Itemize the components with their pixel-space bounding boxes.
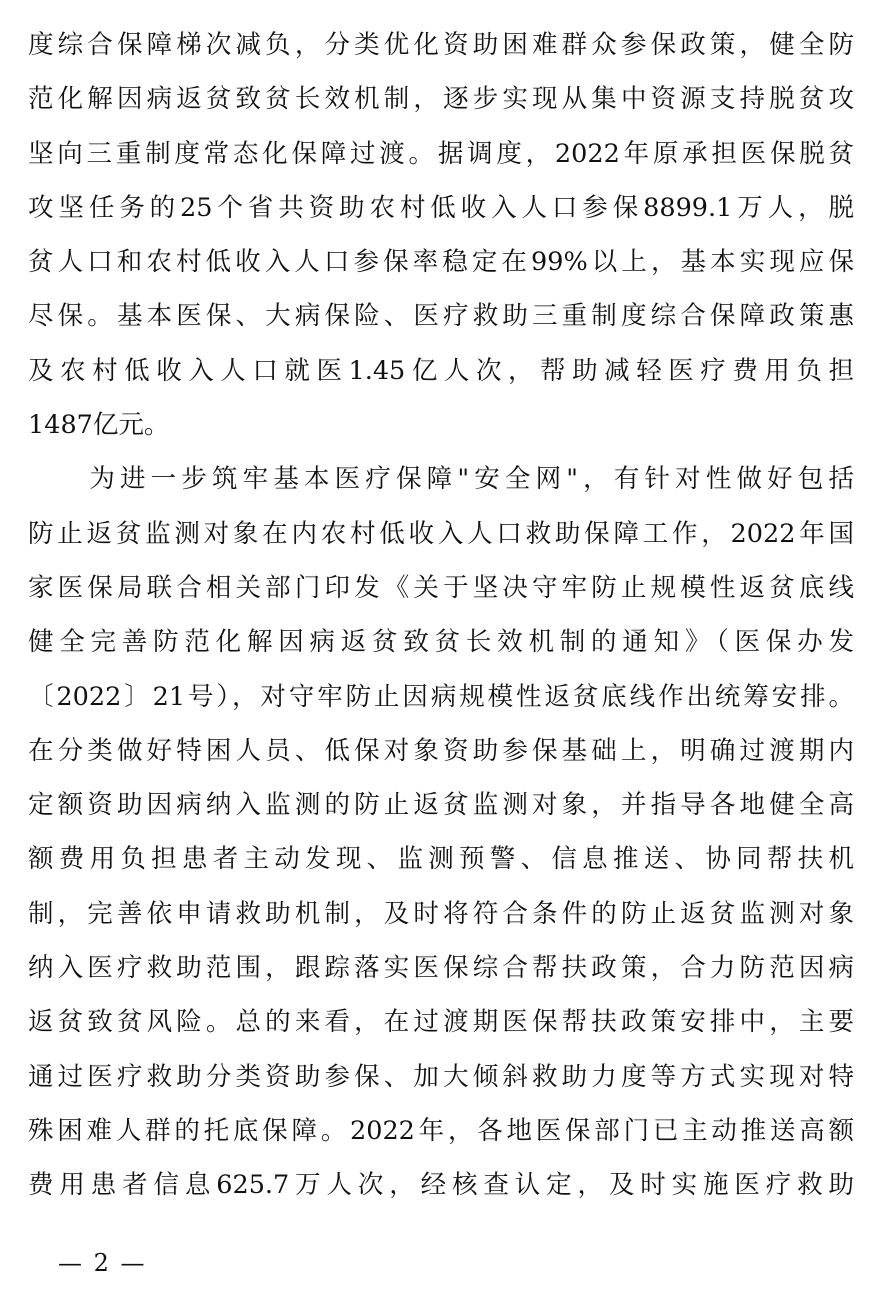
- text-line: 贫人口和农村低收入人口参保率稳定在99%以上，基本实现应保: [28, 247, 854, 278]
- text-line: 家医保局联合相关部门印发《关于坚决守牢防止规模性返贫底线: [28, 572, 854, 603]
- text-line: 健全完善防范化解因病返贫致贫长效机制的通知》（医保办发: [28, 627, 854, 658]
- text-line: 纳入医疗救助范围，跟踪落实医保综合帮扶政策，合力防范因病: [28, 953, 854, 984]
- paragraph-end-line: 1487亿元。: [28, 410, 170, 441]
- text-line: 费用患者信息625.7万人次，经核查认定，及时实施医疗救助: [28, 1170, 854, 1201]
- text-line: 坚向三重制度常态化保障过渡。据调度，2022年原承担医保脱贫: [28, 138, 854, 169]
- text-line: 额费用负担患者主动发现、监测预警、信息推送、协同帮扶机: [28, 844, 854, 875]
- text-line: 度综合保障梯次减负，分类优化资助困难群众参保政策，健全防: [28, 30, 854, 60]
- text-line: 通过医疗救助分类资助参保、加大倾斜救助力度等方式实现对特: [28, 1061, 854, 1092]
- text-line: 制，完善依申请救助机制，及时将符合条件的防止返贫监测对象: [28, 898, 854, 929]
- text-line: 返贫致贫风险。总的来看，在过渡期医保帮扶政策安排中，主要: [28, 1007, 854, 1038]
- text-line: 在分类做好特困人员、低保对象资助参保基础上，明确过渡期内: [28, 735, 854, 766]
- text-line: 防止返贫监测对象在内农村低收入人口救助保障工作，2022年国: [28, 518, 854, 549]
- text-line: 范化解因病返贫致贫长效机制，逐步实现从集中资源支持脱贫攻: [28, 84, 854, 115]
- text-line: 殊困难人群的托底保障。2022年，各地医保部门已主动推送高额: [28, 1115, 854, 1146]
- body-text: [28, 18, 854, 1213]
- page-number: — 2 —: [58, 1249, 147, 1277]
- paragraph-start-line: 为进一步筑牢基本医疗保障"安全网"，有针对性做好包括: [28, 464, 854, 495]
- text-line: 〔2022〕21号），对守牢防止因病规模性返贫底线作出统筹安排。: [28, 681, 854, 712]
- text-line: 及农村低收入人口就医1.45亿人次，帮助减轻医疗费用负担: [28, 355, 854, 386]
- text-line: 攻坚任务的25个省共资助农村低收入人口参保8899.1万人，脱: [28, 192, 854, 223]
- text-line: 尽保。基本医保、大病保险、医疗救助三重制度综合保障政策惠: [28, 301, 854, 332]
- text-line: 定额资助因病纳入监测的防止返贫监测对象，并指导各地健全高: [28, 790, 854, 821]
